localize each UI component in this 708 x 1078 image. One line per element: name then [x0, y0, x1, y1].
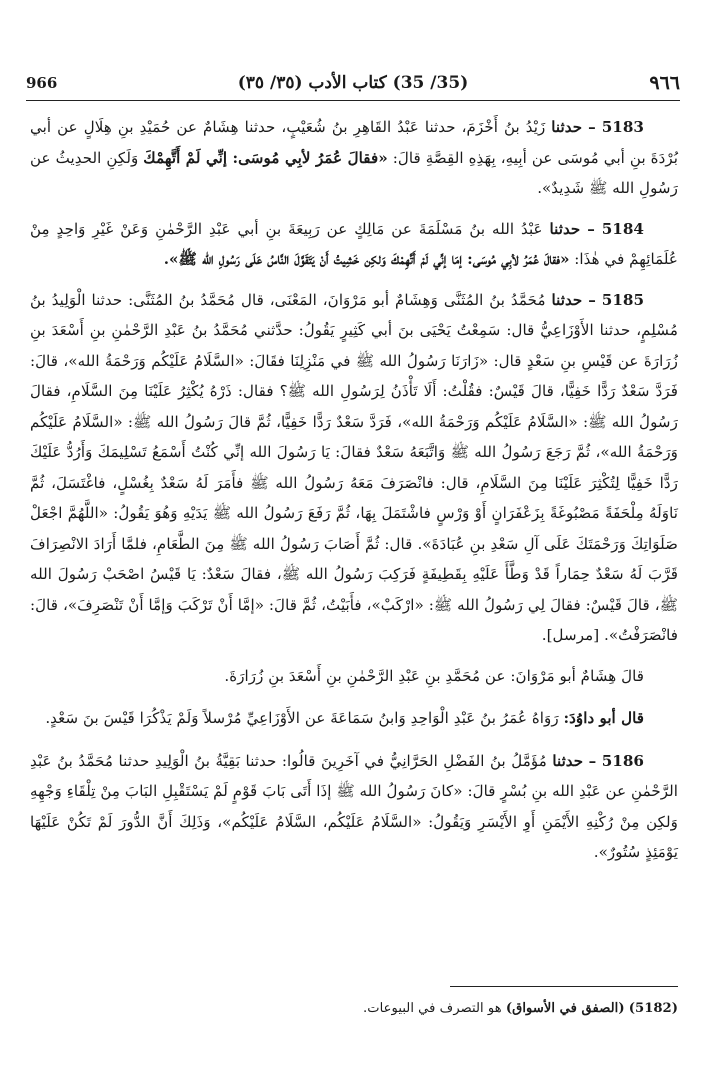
- footnote-text: هو التصرف في البيوعات.: [363, 1001, 502, 1016]
- hadith-number: 5186: [601, 751, 645, 770]
- footnote: [30, 998, 678, 1020]
- hadith-matn: «فقالَ عُمَرُ لأبِي مُوسَى: إمَا إنِّي لَمْ أَتَّهِمْكَ وَلكِن خَشِيتُ أَنْ يَتَقَوَّلَ النَّاسُ عَلَى رَسُولِ الله ﷺ».: [163, 250, 570, 268]
- footnote-term: (الصفق في الأسواق): [505, 1001, 625, 1016]
- hadith-5184: 5184 – حدثنا عَبْدُ الله بنُ مَسْلَمَةَ عن مَالِكٍ عن رَبِيعَةَ بنِ أبي عَبْدِ الرَّحْمٰنِ وَعَنْ غَيْرِ وَاحِدٍ مِنْ عُلَمَائِهِمْ في هٰذَا: «فقالَ عُمَرُ لأبِي مُوسَى: إمَا إنِّي لَمْ أَتَّهِمْكَ وَلكِن خَشِيتُ أَنْ يَتَقَوَّلَ النَّاسُ عَلَى رَسُولِ الله ﷺ».: [30, 219, 678, 268]
- hadith-number: 5183: [601, 118, 645, 136]
- footnote-divider: [450, 986, 678, 987]
- note-text: رَوَاهُ عُمَرُ بنُ عَبْدِ الْوَاحِدِ وَابنُ سَمَاعَةَ عن الأَوْزَاعِيِّ مُرْسلاً وَلَمْ يَذْكُرَا قَيْسَ بنَ سَعْدٍ.: [45, 709, 559, 727]
- hadith-lead: حدثنا: [551, 118, 583, 136]
- note-text: قالَ هِشَامٌ أبو مَرْوَانَ: عن مُحَمَّدِ بنِ عَبْدِ الرَّحْمٰنِ بنِ أَسْعَدَ بنِ زُرَارَةَ.: [224, 666, 644, 685]
- hadith-matn-rest: وَلَكِنِ الحدِيثُ عن رَسُولِ الله ﷺ شَدِيدٌ».: [30, 148, 678, 197]
- hadith-5183: 5183 – حدثنا زَيْدُ بنُ أَخْزَمَ، حدثنا عَبْدُ القَاهِرِ بنُ شُعَيْبٍ، حدثنا هِشَامٌ عن حُمَيْدِ بنِ هِلَالٍ عن أبي بُرْدَةَ بنِ أبي مُوسَى عن أبِيهِ، بِهَذِهِ القِصَّةِ قالَ: «فقالَ عُمَرُ لأبِي مُوسَى: إنِّي لَمْ أَتَّهِمْكَ وَلَكِنِ الحدِيثُ عن رَسُولِ الله ﷺ شَدِيدٌ».: [30, 118, 679, 197]
- hadith-matn: «كانَ رَسُولُ الله ﷺ إذَا أَتَى بَابَ قَوْمٍ لَمْ يَسْتَقْبِلِ البَابَ مِنْ تِلْقَاءِ وَجْهِهِ وَلكِن مِنْ رُكْنِهِ الأَيْمَنِ أَوِ الأَيْسَرِ وَيَقُولُ: «السَّلَامُ عَلَيْكُم، السَّلَامُ عَلَيْكُم»، وَذَلِكَ أَنَّ الدُّورَ لَمْ تَكُنْ عَلَيْهَا يَوْمَئِذٍ سُتُورٌ».: [30, 782, 678, 861]
- hadith-5186: 5186 – حدثنا مُؤَمَّلُ بنُ الفَضْلِ الحَرَّانِيُّ في آخَرِينَ قالُوا: حدثنا بَقِيَّةُ بنُ الْوَلِيدِ حدثنا مُحَمَّدُ بنُ عَبْدِ الرَّحْمٰنِ عن عَبْدِ الله بنِ بُسْرٍ قالَ: «كانَ رَسُولُ الله ﷺ إذَا أَتَى بَابَ قَوْمٍ لَمْ يَسْتَقْبِلِ البَابَ مِنْ تِلْقَاءِ وَجْهِهِ وَلكِن مِنْ رُكْنِهِ الأَيْمَنِ أَوِ الأَيْسَرِ وَيَقُولُ: «السَّلَامُ عَلَيْكُم، السَّلَامُ عَلَيْكُم»، وَذَلِكَ أَنَّ الدُّورَ لَمْ تَكُنْ عَلَيْهَا يَوْمَئِذٍ سُتُورٌ».: [30, 751, 678, 861]
- page-number-latin: 966: [26, 74, 58, 92]
- page-header: [26, 66, 680, 101]
- page-number-arabic: ٩٦٦: [649, 72, 680, 94]
- main-text: [30, 112, 678, 878]
- note-abu-dawud: [30, 703, 678, 734]
- hadith-isnad: زَيْدُ بنُ أَخْزَمَ، حدثنا عَبْدُ القَاهِرِ بنُ شُعَيْبٍ، حدثنا هِشَامٌ عن حُمَيْدِ بنِ هِلَالٍ عن أبي بُرْدَةَ بنِ أبي مُوسَى عن أبِيهِ، بِهَذِهِ القِصَّةِ قالَ:: [30, 118, 679, 167]
- hadith-matn: «زَارَنَا رَسُولُ الله ﷺ في مَنْزِلِنَا فقَالَ: «السَّلَامُ عَلَيْكُم وَرَحْمَةُ الله»، قالَ: فَرَدَّ سَعْدٌ رَدًّا خَفِيًّا، قالَ قَيْسٌ: فقُلْتُ: أَلَا تَأْذَنُ لِرَسُولِ الله ﷺ؟ فقال: ذَرْهُ يُكْثِرُ عَلَيْنَا مِنَ السَّلَامِ، فقالَ رَسُولُ الله ﷺ: «السَّلَامُ عَلَيْكُم وَرَحْمَةُ الله»، فَرَدَّ سَعْدٌ رَدًّا خَفِيًّا، ثُمَّ قالَ رَسُولُ الله ﷺ: «السَّلَامُ عَلَيْكُم وَرَحْمَةُ الله»، ثُمَّ رَجَعَ رَسُولُ الله ﷺ وَاتَّبَعَهُ سَعْدٌ فقالَ: يَا رَسُولَ الله إنِّي كُنْتُ أَسْمَعُ تَسْلِيمَكَ وَأَرُدُّ عَلَيْكَ رَدًّا خَفِيًّا لِتُكْثِرَ عَلَيْنَا مِنَ السَّلَامِ، قال: فانْصَرَفَ مَعَهُ رَسُولُ الله ﷺ فأَمَرَ لَهُ سَعْدٌ بِغُسْلٍ، فاغْتَسَلَ، ثُمَّ نَاوَلَهُ مِلْحَفَةً مَصْبُوغَةً بِزَعْفَرَانٍ أَوْ وَرْسٍ فاشْتَمَلَ بِهَا، ثُمَّ رَفَعَ رَسُولُ الله ﷺ يَدَيْهِ وَهُوَ يَقُولُ: «اللَّهُمَّ اجْعَلْ صَلَوَاتِكَ وَرَحْمَتَكَ عَلَى آلِ سَعْدِ بنِ عُبَادَةَ». قال: ثُمَّ أَصَابَ رَسُولُ الله ﷺ مِنَ الطَّعَامِ، فلمَّا أَرَادَ الانْصِرَافَ قَرَّبَ لَهُ سَعْدٌ حِمَاراً قَدْ وَطَّأَ عَلَيْهِ بِقَطِيفَةٍ فَرَكِبَ رَسُولُ الله ﷺ، فقالَ سَعْدٌ: يَا قَيْسُ اصْحَبْ رَسُولَ الله ﷺ، قالَ قَيْسٌ: فقالَ لِي رَسُولُ الله ﷺ: «ارْكَبْ»، فأَبَيْتُ، ثُمَّ قالَ: «إمَّا أَنْ تَرْكَبَ وَإمَّا أَنْ تَنْصَرِفَ»، قالَ: فانْصَرَفْتُ».: [30, 351, 678, 644]
- hadith-number: 5184: [601, 219, 645, 238]
- note-lead: قال أبو داوُدَ:: [563, 709, 644, 727]
- hadith-number: 5185: [601, 290, 645, 309]
- note-hisham: [30, 661, 678, 692]
- hadith-lead: حدثنا: [551, 290, 583, 309]
- running-title: (35/ 35) كتاب الأدب (٣٥/ ٣٥): [237, 73, 469, 93]
- hadith-grade: [مرسل].: [541, 626, 600, 644]
- footnote-ref: (5182): [628, 1001, 678, 1016]
- hadith-lead: حدثنا: [549, 219, 581, 238]
- hadith-lead: حدثنا: [552, 751, 584, 770]
- hadith-5185: 5185 – حدثنا مُحَمَّدُ بنُ المُثَنَّى وَهِشَامٌ أبو مَرْوَانَ، المَعْنَى، قال مُحَمَّدُ بنُ المُثَنَّى: حدثنا الْوَلِيدُ بنُ مُسْلِمٍ، حدثنا الأَوْزَاعِيُّ قال: سَمِعْتُ يَحْيَى بنَ أبي كَثِيرٍ يَقُولُ: حدَّثني مُحَمَّدُ بنُ عَبْدِ الرَّحْمٰنِ بنِ أَسْعَدَ بنِ زُرَارَةَ عن قَيْسِ بنِ سَعْدٍ قال: «زَارَنَا رَسُولُ الله ﷺ في مَنْزِلِنَا فقَالَ: «السَّلَامُ عَلَيْكُم وَرَحْمَةُ الله»، قالَ: فَرَدَّ سَعْدٌ رَدًّا خَفِيًّا، قالَ قَيْسٌ: فقُلْتُ: أَلَا تَأْذَنُ لِرَسُولِ الله ﷺ؟ فقال: ذَرْهُ يُكْثِرُ عَلَيْنَا مِنَ السَّلَامِ، فقالَ رَسُولُ الله ﷺ: «السَّلَامُ عَلَيْكُم وَرَحْمَةُ الله»، فَرَدَّ سَعْدٌ رَدًّا خَفِيًّا، ثُمَّ قالَ رَسُولُ الله ﷺ: «السَّلَامُ عَلَيْكُم وَرَحْمَةُ الله»، ثُمَّ رَجَعَ رَسُولُ الله ﷺ وَاتَّبَعَهُ سَعْدٌ فقالَ: يَا رَسُولَ الله إنِّي كُنْتُ أَسْمَعُ تَسْلِيمَكَ وَأَرُدُّ عَلَيْكَ رَدًّا خَفِيًّا لِتُكْثِرَ عَلَيْنَا مِنَ السَّلَامِ، قال: فانْصَرَفَ مَعَهُ رَسُولُ الله ﷺ فأَمَرَ لَهُ سَعْدٌ بِغُسْلٍ، فاغْتَسَلَ، ثُمَّ نَاوَلَهُ مِلْحَفَةً مَصْبُوغَةً بِزَعْفَرَانٍ أَوْ وَرْسٍ فاشْتَمَلَ بِهَا، ثُمَّ رَفَعَ رَسُولُ الله ﷺ يَدَيْهِ وَهُوَ يَقُولُ: «اللَّهُمَّ اجْعَلْ صَلَوَاتِكَ وَرَحْمَتَكَ عَلَى آلِ سَعْدِ بنِ عُبَادَةَ». قال: ثُمَّ أَصَابَ رَسُولُ الله ﷺ مِنَ الطَّعَامِ، فلمَّا أَرَادَ الانْصِرَافَ قَرَّبَ لَهُ سَعْدٌ حِمَاراً قَدْ وَطَّأَ عَلَيْهِ بِقَطِيفَةٍ فَرَكِبَ رَسُولُ الله ﷺ، فقالَ سَعْدٌ: يَا قَيْسُ اصْحَبْ رَسُولَ الله ﷺ، قالَ قَيْسٌ: فقالَ لِي رَسُولُ الله ﷺ: «ارْكَبْ»، فأَبَيْتُ، ثُمَّ قالَ: «إمَّا أَنْ تَرْكَبَ وَإمَّا أَنْ تَنْصَرِفَ»، قالَ: فانْصَرَفْتُ». [مرسل].: [30, 290, 679, 644]
- hadith-isnad: مُؤَمَّلُ بنُ الفَضْلِ الحَرَّانِيُّ في آخَرِينَ قالُوا: حدثنا بَقِيَّةُ بنُ الْوَلِيدِ حدثنا مُحَمَّدُ بنُ عَبْدِ الرَّحْمٰنِ عن عَبْدِ الله بنِ بُسْرٍ قالَ:: [30, 751, 678, 800]
- hadith-isnad: عَبْدُ الله بنُ مَسْلَمَةَ عن مَالِكٍ عن رَبِيعَةَ بنِ أبي عَبْدِ الرَّحْمٰنِ وَعَنْ غَيْرِ وَاحِدٍ مِنْ عُلَمَائِهِمْ في هٰذَا:: [30, 219, 678, 268]
- hadith-isnad: مُحَمَّدُ بنُ المُثَنَّى وَهِشَامٌ أبو مَرْوَانَ، المَعْنَى، قال مُحَمَّدُ بنُ المُثَنَّى: حدثنا الْوَلِيدُ بنُ مُسْلِمٍ، حدثنا الأَوْزَاعِيُّ قال: سَمِعْتُ يَحْيَى بنَ أبي كَثِيرٍ يَقُولُ: حدَّثني مُحَمَّدُ بنُ عَبْدِ الرَّحْمٰنِ بنِ أَسْعَدَ بنِ زُرَارَةَ عن قَيْسِ بنِ سَعْدٍ قال:: [30, 290, 679, 370]
- hadith-matn: «فقالَ عُمَرُ لأبِي مُوسَى: إنِّي لَمْ أَتَّهِمْكَ: [143, 148, 388, 167]
